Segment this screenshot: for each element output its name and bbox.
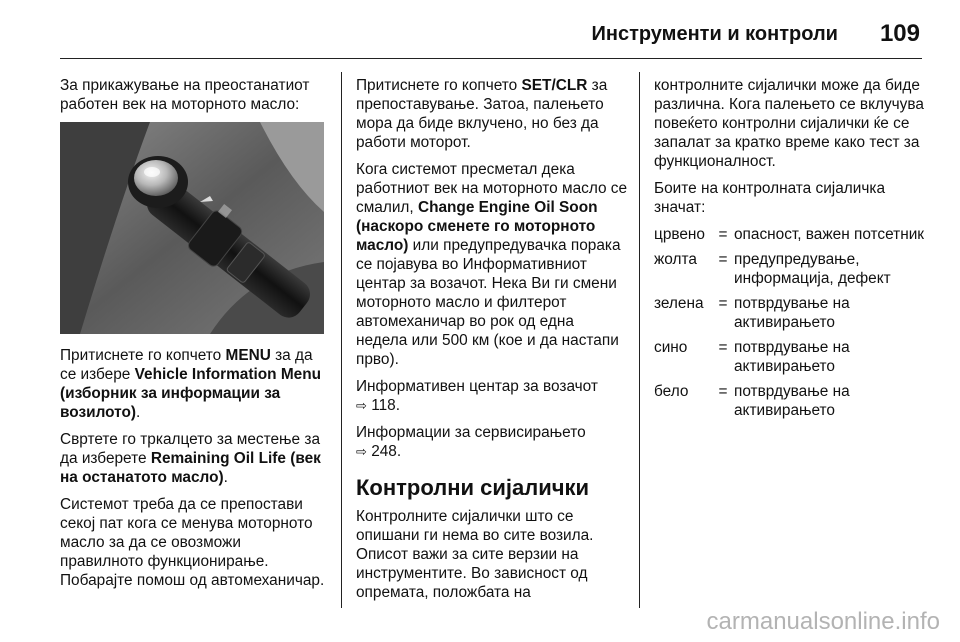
column-1 xyxy=(60,76,328,598)
dic-reference: Информативен центар за возачот ⇨ 118. xyxy=(356,378,598,414)
column-divider xyxy=(639,72,640,608)
column-2 xyxy=(356,76,628,610)
colors-intro: Боите на контролната сијаличка значат: xyxy=(654,180,886,216)
page-header xyxy=(60,14,920,54)
reset-note: Системот треба да се препостави секој пат кога се менува моторното масло за да се овозможи правилното функционирање. Побарајте помош од автомеханичар. xyxy=(60,496,325,589)
control-lights-intro: Контролните сијалички што се опишани ги нема во сите возила. Описот важи за сите верзии на инструментите. Во зависност од опремата, положбата на xyxy=(356,508,594,601)
color-meaning-table xyxy=(654,225,926,426)
stalk-photo xyxy=(60,122,324,334)
table-row: бело = потврдување на активирањето xyxy=(654,383,850,419)
section-heading: Контролни сијалички xyxy=(356,475,590,500)
header-rule xyxy=(60,58,922,59)
service-reference: Информации за сервисирањето ⇨ 248. xyxy=(356,424,586,460)
wheel-instruction: Свртете го тркалцето за местење за да изберете Remaining Oil Life (век на останатото масло). xyxy=(60,431,321,486)
menu-instruction: Притиснете го копчето MENU за да се изберe Vehicle Information Menu (изборник за информации за возилото). xyxy=(60,347,322,421)
column-3 xyxy=(654,76,926,426)
control-lights-continued: контролните сијалички може да биде различна. Кога палењето се вклучува повеќето контролни сијалички ќе се запалат за кратко време како тест за функционалност. xyxy=(654,77,924,170)
column-divider xyxy=(341,72,342,608)
reference-arrow-icon: ⇨ xyxy=(356,444,367,459)
table-row: сино = потврдување на активирањето xyxy=(654,339,850,375)
watermark: carmanualsonline.info xyxy=(706,608,940,635)
oil-change-warning: Кога системот пресметал дека работниот век на моторното масло се смалил, Change Engine Oil Soon (наскоро сменете го моторното масло) или предупредувачка порака се појавува во Информативниот центар за возачот. Нека Ви ги смени моторното масло и филтерот автомеханичар во рок од една недела или 500 км (кое и да настапи прво). xyxy=(356,161,628,368)
table-row: црвено = опасност, важен потсетник xyxy=(654,226,925,243)
section-title: Инструменти и контроли xyxy=(591,22,838,45)
intro-text: За прикажување на преостанатиот работен век на моторното масло: xyxy=(60,77,310,113)
table-row: жолта = предупредување, информација, дефект xyxy=(654,251,891,287)
page-number: 109 xyxy=(879,20,920,47)
turn-signal-stalk-illustration xyxy=(60,122,324,334)
table-row: зелена = потврдување на активирањето xyxy=(654,295,850,331)
reference-arrow-icon: ⇨ xyxy=(356,398,367,413)
setclr-instruction: Притиснете го копчето SET/CLR за препоставување. Затоа, палењето мора да биде вклучено, но без да работи моторот. xyxy=(356,77,608,151)
